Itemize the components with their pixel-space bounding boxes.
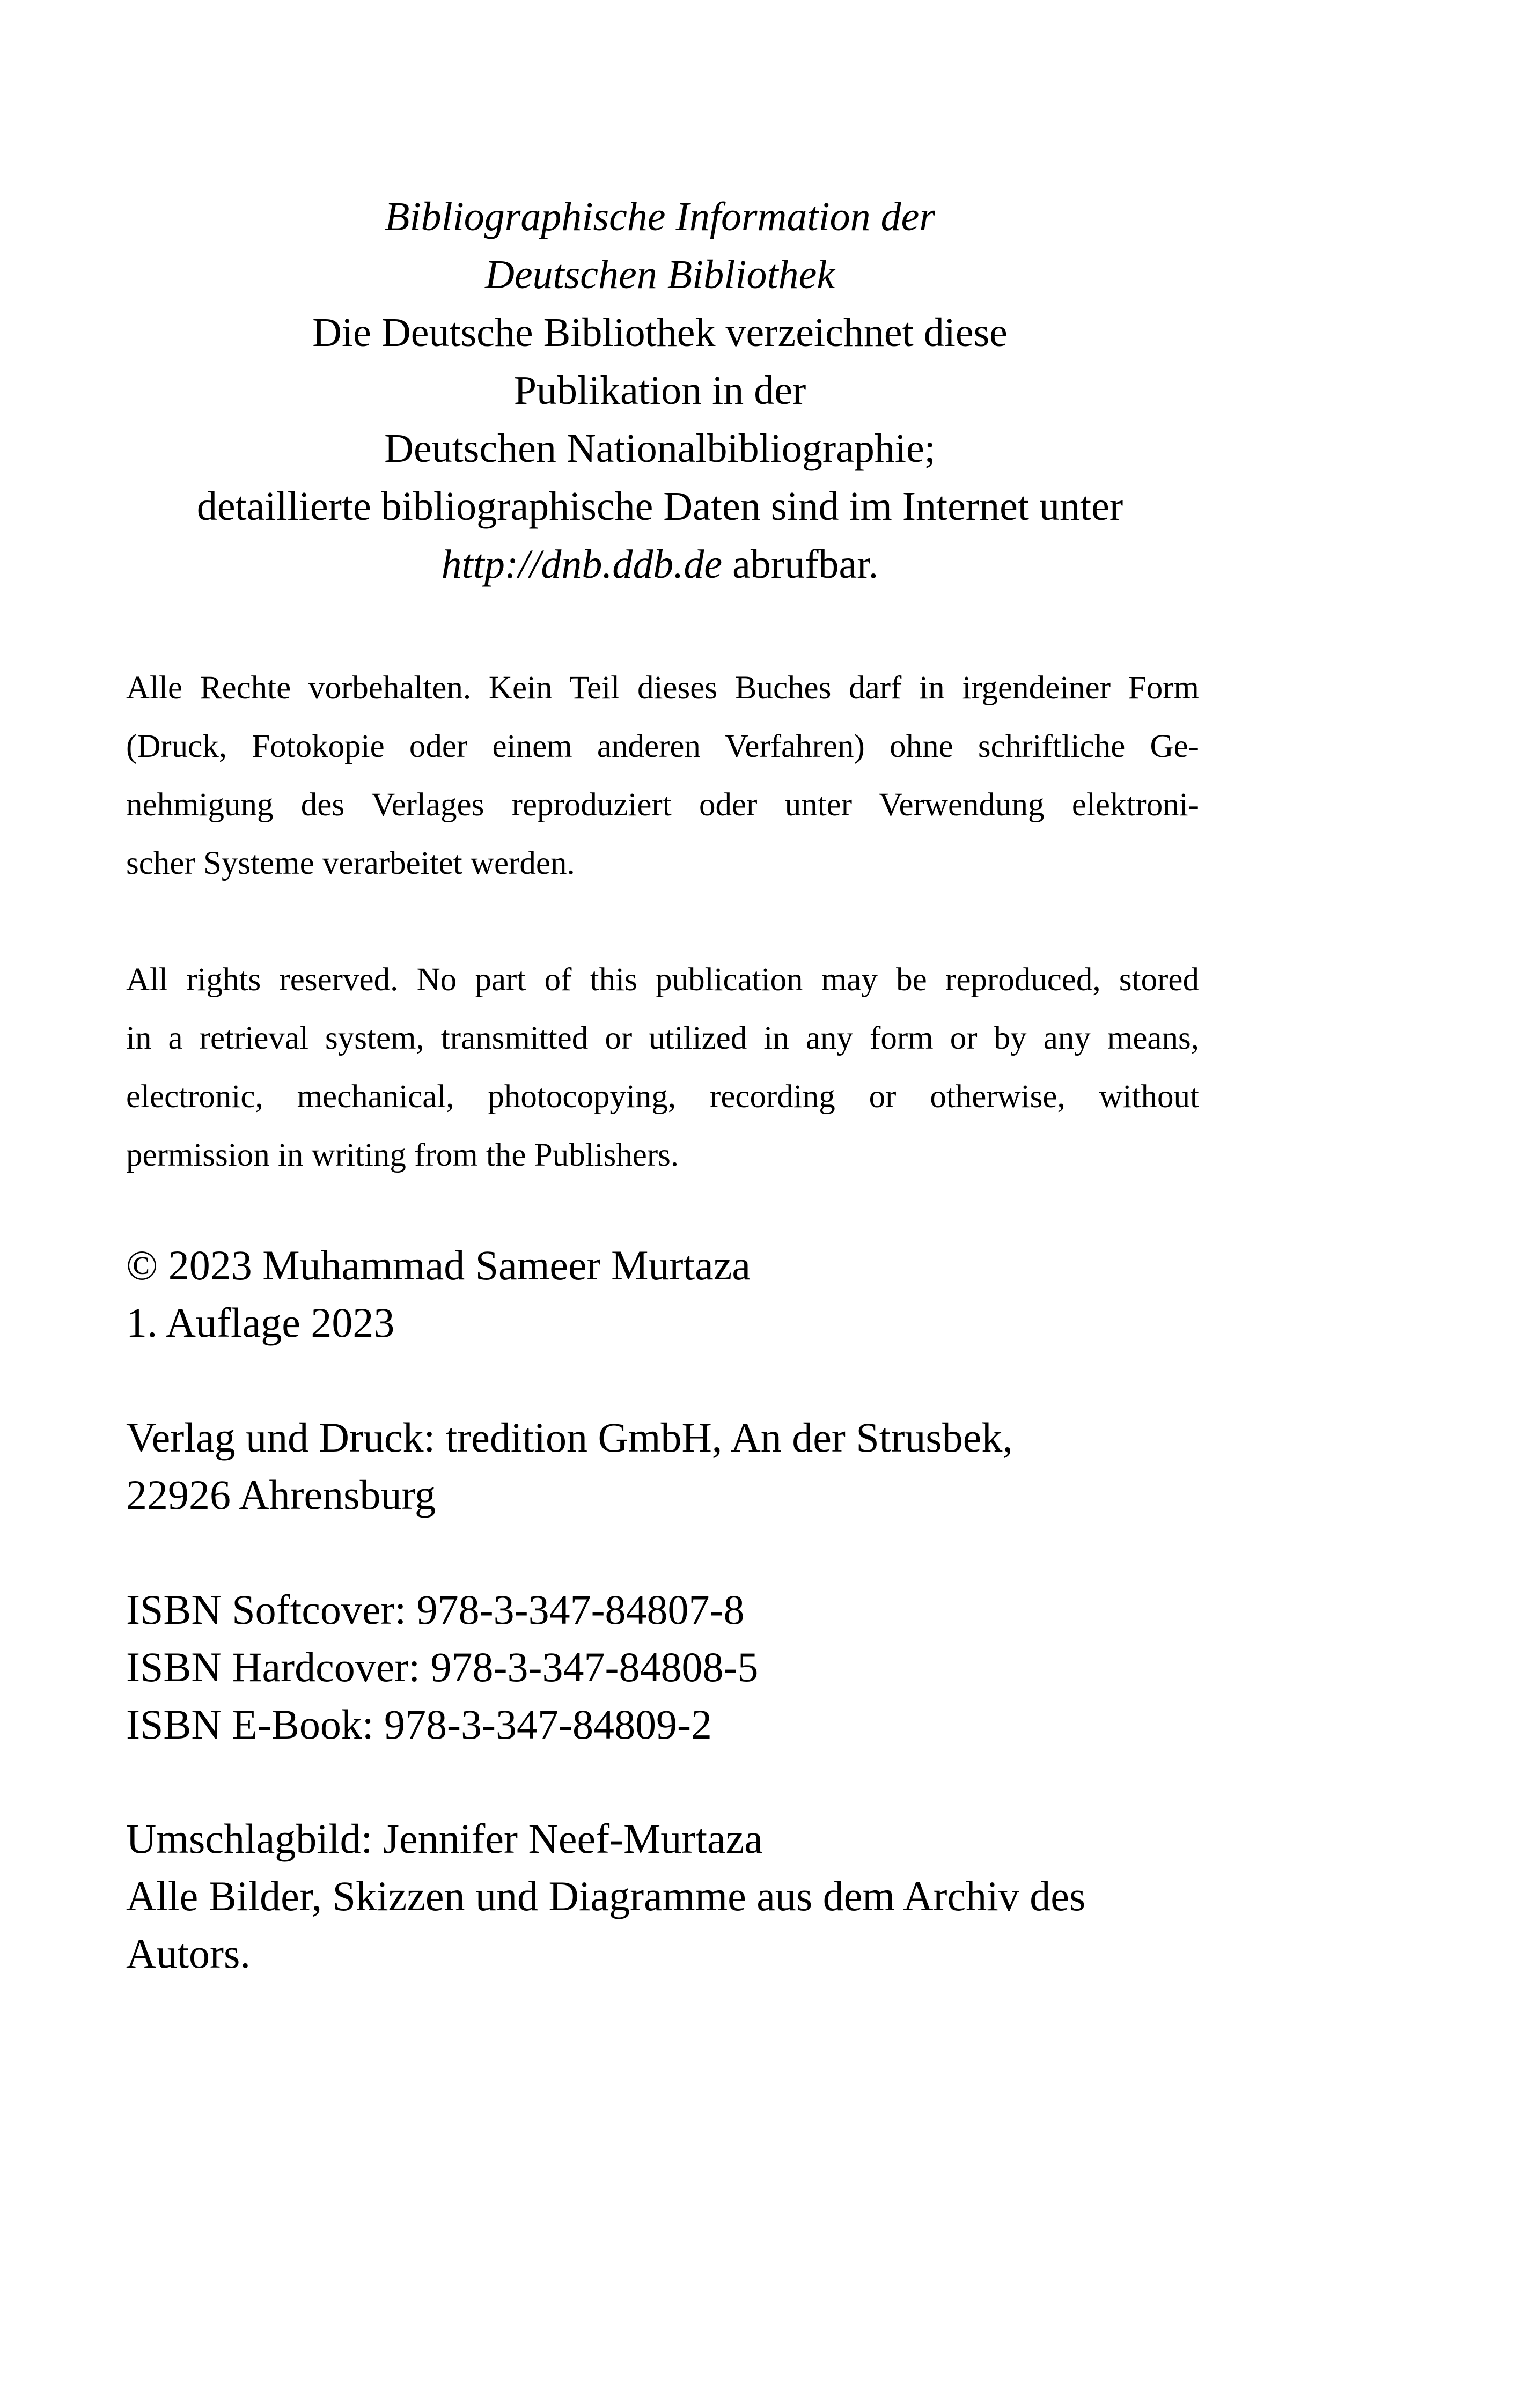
rights-notice-english xyxy=(126,951,1199,1184)
publisher-block xyxy=(126,1409,1253,1523)
bibliographic-line-2: Publikation in der xyxy=(513,368,806,413)
copyright-block xyxy=(126,1236,1253,1351)
bibliographic-heading-line-1: Bibliographische Information der xyxy=(385,194,935,239)
rights-notice-german xyxy=(126,659,1199,893)
dnb-url-suffix: abrufbar. xyxy=(722,542,879,587)
images-credit-line-2: Autors. xyxy=(126,1930,251,1977)
publisher-line-1: Verlag und Druck: tredition GmbH, An der Strusbek, xyxy=(126,1414,1013,1461)
bibliographic-url-line xyxy=(0,535,1320,593)
rights-en-line: in a retrieval system, transmitted or utilized in any form or by any means, xyxy=(126,1020,1199,1056)
bibliographic-line-3: Deutschen Nationalbibliographie; xyxy=(384,426,936,471)
rights-en-line: electronic, mechanical, photocopying, recording or otherwise, without xyxy=(126,1079,1199,1115)
rights-en-line: All rights reserved. No part of this publication may be reproduced, stored xyxy=(126,962,1199,998)
cover-credit: Umschlagbild: Jennifer Neef-Murtaza xyxy=(126,1815,763,1862)
isbn-hardcover: ISBN Hardcover: 978-3-347-84808-5 xyxy=(126,1644,759,1690)
credits-block xyxy=(126,1810,1253,1982)
isbn-ebook: ISBN E-Book: 978-3-347-84809-2 xyxy=(126,1701,712,1748)
rights-de-line: scher Systeme verarbeitet werden. xyxy=(126,845,575,881)
bibliographic-line-1: Die Deutsche Bibliothek verzeichnet diese xyxy=(312,310,1008,355)
images-credit-line-1: Alle Bilder, Skizzen und Diagramme aus dem Archiv des xyxy=(126,1873,1086,1919)
copyright-notice: © 2023 Muhammad Sameer Murtaza xyxy=(126,1242,751,1288)
isbn-softcover: ISBN Softcover: 978-3-347-84807-8 xyxy=(126,1586,745,1633)
bibliographic-line-4: detaillierte bibliographische Daten sind im Internet unter xyxy=(196,484,1123,529)
rights-en-line: permission in writing from the Publishers. xyxy=(126,1137,679,1173)
rights-de-line: Alle Rechte vorbehalten. Kein Teil dieses Buches darf in irgendeiner Form xyxy=(126,670,1199,706)
publisher-line-2: 22926 Ahrensburg xyxy=(126,1471,436,1518)
rights-de-line: nehmigung des Verlages reproduziert oder unter Verwendung elektroni- xyxy=(126,787,1199,823)
edition-notice: 1. Auflage 2023 xyxy=(126,1299,395,1346)
bibliographic-heading-line-2: Deutschen Bibliothek xyxy=(484,252,835,297)
rights-de-line: (Druck, Fotokopie oder einem anderen Verfahren) ohne schriftliche Ge- xyxy=(126,728,1199,764)
bibliographic-information xyxy=(0,188,1320,593)
dnb-url: http://dnb.ddb.de xyxy=(441,542,723,587)
isbn-block xyxy=(126,1581,1253,1753)
